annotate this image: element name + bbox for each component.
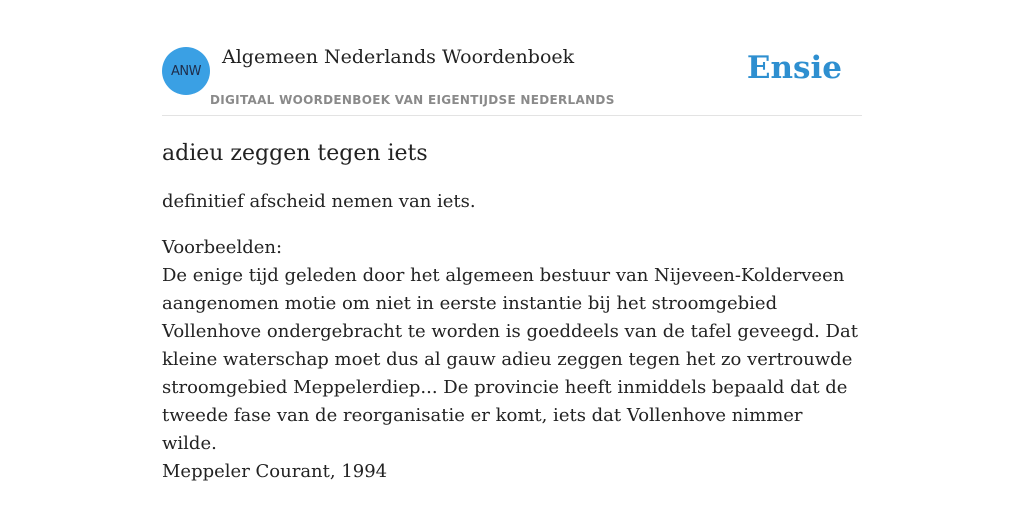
entry-definition: definitief afscheid nemen van iets. bbox=[162, 191, 476, 212]
anw-logo-text: ANW bbox=[171, 63, 201, 79]
site-title[interactable]: Algemeen Nederlands Woordenboek bbox=[222, 46, 575, 68]
site-header bbox=[162, 40, 862, 116]
example-source: Meppeler Courant, 1994 bbox=[162, 461, 388, 482]
entry-content bbox=[162, 138, 862, 486]
entry-examples bbox=[162, 234, 862, 486]
example-text: De enige tijd geleden door het algemeen bestuur van Nijeveen-Kolderveen aangenomen motie om niet in eerste instantie bij het stroomgebied Vollenhove ondergebracht te worden is goeddeels van de tafel geveegd. Dat kleine waterschap moet dus al gauw adieu zeggen tegen het zo vertrouwde stroomgebied Meppelerdiep... De provincie heeft inmiddels bepaald dat de tweede fase van de reorganisatie er komt, iets dat Vollenhove nimmer wilde. bbox=[162, 265, 858, 454]
ensie-brand-logo[interactable]: Ensie bbox=[746, 50, 842, 86]
site-subtitle: DIGITAAL WOORDENBOEK VAN EIGENTIJDSE NEDERLANDS bbox=[210, 93, 615, 107]
anw-logo[interactable] bbox=[162, 47, 210, 95]
entry-term: adieu zeggen tegen iets bbox=[162, 141, 428, 166]
examples-label: Voorbeelden: bbox=[162, 237, 283, 258]
